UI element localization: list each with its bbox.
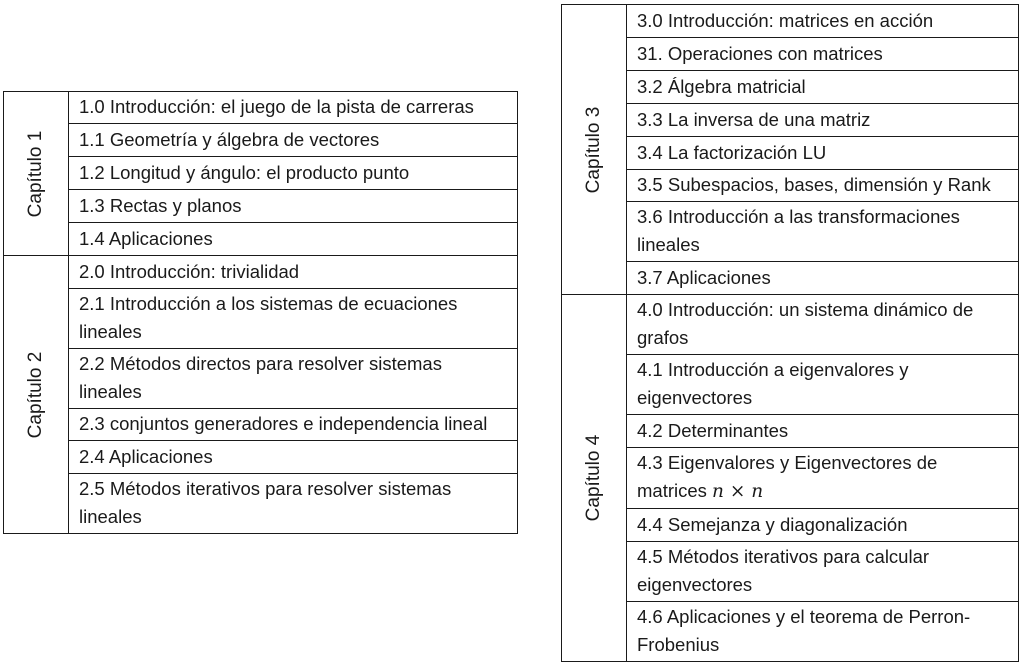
- section-item: 3.4 La factorización LU: [627, 137, 1019, 170]
- table-row: [562, 295, 1019, 355]
- table-row: [562, 262, 1019, 295]
- section-text: 4.3 Eigenvalores y Eigenvectores de matrices: [637, 452, 938, 501]
- section-item: 1.3 Rectas y planos: [69, 190, 518, 223]
- table-row: [562, 602, 1019, 662]
- table-row: [4, 157, 518, 190]
- table-row: [562, 355, 1019, 415]
- section-item: 4.0 Introducción: un sistema dinámico de grafos: [627, 295, 1019, 355]
- section-item: 2.3 conjuntos generadores e independencia lineal: [69, 409, 518, 441]
- section-item: 3.2 Álgebra matricial: [627, 71, 1019, 104]
- table-row: [562, 170, 1019, 202]
- table-row: [4, 190, 518, 223]
- table-row: [562, 448, 1019, 509]
- section-item: 3.0 Introducción: matrices en acción: [627, 5, 1019, 38]
- table-row: [4, 92, 518, 124]
- table-row: [562, 5, 1019, 38]
- contents-table-right: [561, 4, 1019, 662]
- chapter-label-cell: [4, 92, 69, 256]
- chapter-label: Capítulo 2: [25, 351, 46, 438]
- section-item: 2.4 Aplicaciones: [69, 441, 518, 474]
- table-row: [562, 71, 1019, 104]
- table-row: [562, 137, 1019, 170]
- section-item: 4.1 Introducción a eigenvalores y eigenvectores: [627, 355, 1019, 415]
- section-item: 2.5 Métodos iterativos para resolver sistemas lineales: [69, 474, 518, 534]
- table-row: [562, 38, 1019, 71]
- section-item: 1.0 Introducción: el juego de la pista de carreras: [69, 92, 518, 124]
- table-row: [4, 349, 518, 409]
- table-row: [562, 202, 1019, 262]
- section-item: 2.1 Introducción a los sistemas de ecuaciones lineales: [69, 289, 518, 349]
- table-row: [4, 124, 518, 157]
- section-item: 4.5 Métodos iterativos para calcular eigenvectores: [627, 542, 1019, 602]
- section-item: 1.4 Aplicaciones: [69, 223, 518, 256]
- table-row: [562, 509, 1019, 542]
- table-row: [4, 474, 518, 534]
- table-row: [4, 289, 518, 349]
- table-row: [562, 104, 1019, 137]
- section-item: [627, 448, 1019, 509]
- chapter-label-cell: [562, 295, 627, 662]
- section-item: 2.0 Introducción: trivialidad: [69, 256, 518, 289]
- chapter-label: Capítulo 4: [583, 434, 604, 522]
- section-item: 1.1 Geometría y álgebra de vectores: [69, 124, 518, 157]
- chapter-label: Capítulo 1: [25, 130, 46, 217]
- chapter-label-cell: [4, 256, 69, 534]
- table-row: [562, 542, 1019, 602]
- section-item: 31. Operaciones con matrices: [627, 38, 1019, 71]
- chapter-label-cell: [562, 5, 627, 295]
- table-row: [4, 409, 518, 441]
- section-item: 3.6 Introducción a las transformaciones lineales: [627, 202, 1019, 262]
- table-row: [4, 223, 518, 256]
- table-row: [4, 256, 518, 289]
- section-item: 3.5 Subespacios, bases, dimensión y Rank: [627, 170, 1019, 202]
- section-item: 2.2 Métodos directos para resolver sistemas lineales: [69, 349, 518, 409]
- table-row: [562, 415, 1019, 448]
- section-item: 4.4 Semejanza y diagonalización: [627, 509, 1019, 542]
- chapter-label: Capítulo 3: [583, 106, 604, 193]
- section-item: 3.3 La inversa de una matriz: [627, 104, 1019, 137]
- section-item: 4.6 Aplicaciones y el teorema de Perron-Frobenius: [627, 602, 1019, 662]
- math-expression: n × n: [712, 481, 764, 502]
- contents-table-left: [3, 91, 518, 534]
- section-item: 4.2 Determinantes: [627, 415, 1019, 448]
- section-item: 3.7 Aplicaciones: [627, 262, 1019, 295]
- section-item: 1.2 Longitud y ángulo: el producto punto: [69, 157, 518, 190]
- table-row: [4, 441, 518, 474]
